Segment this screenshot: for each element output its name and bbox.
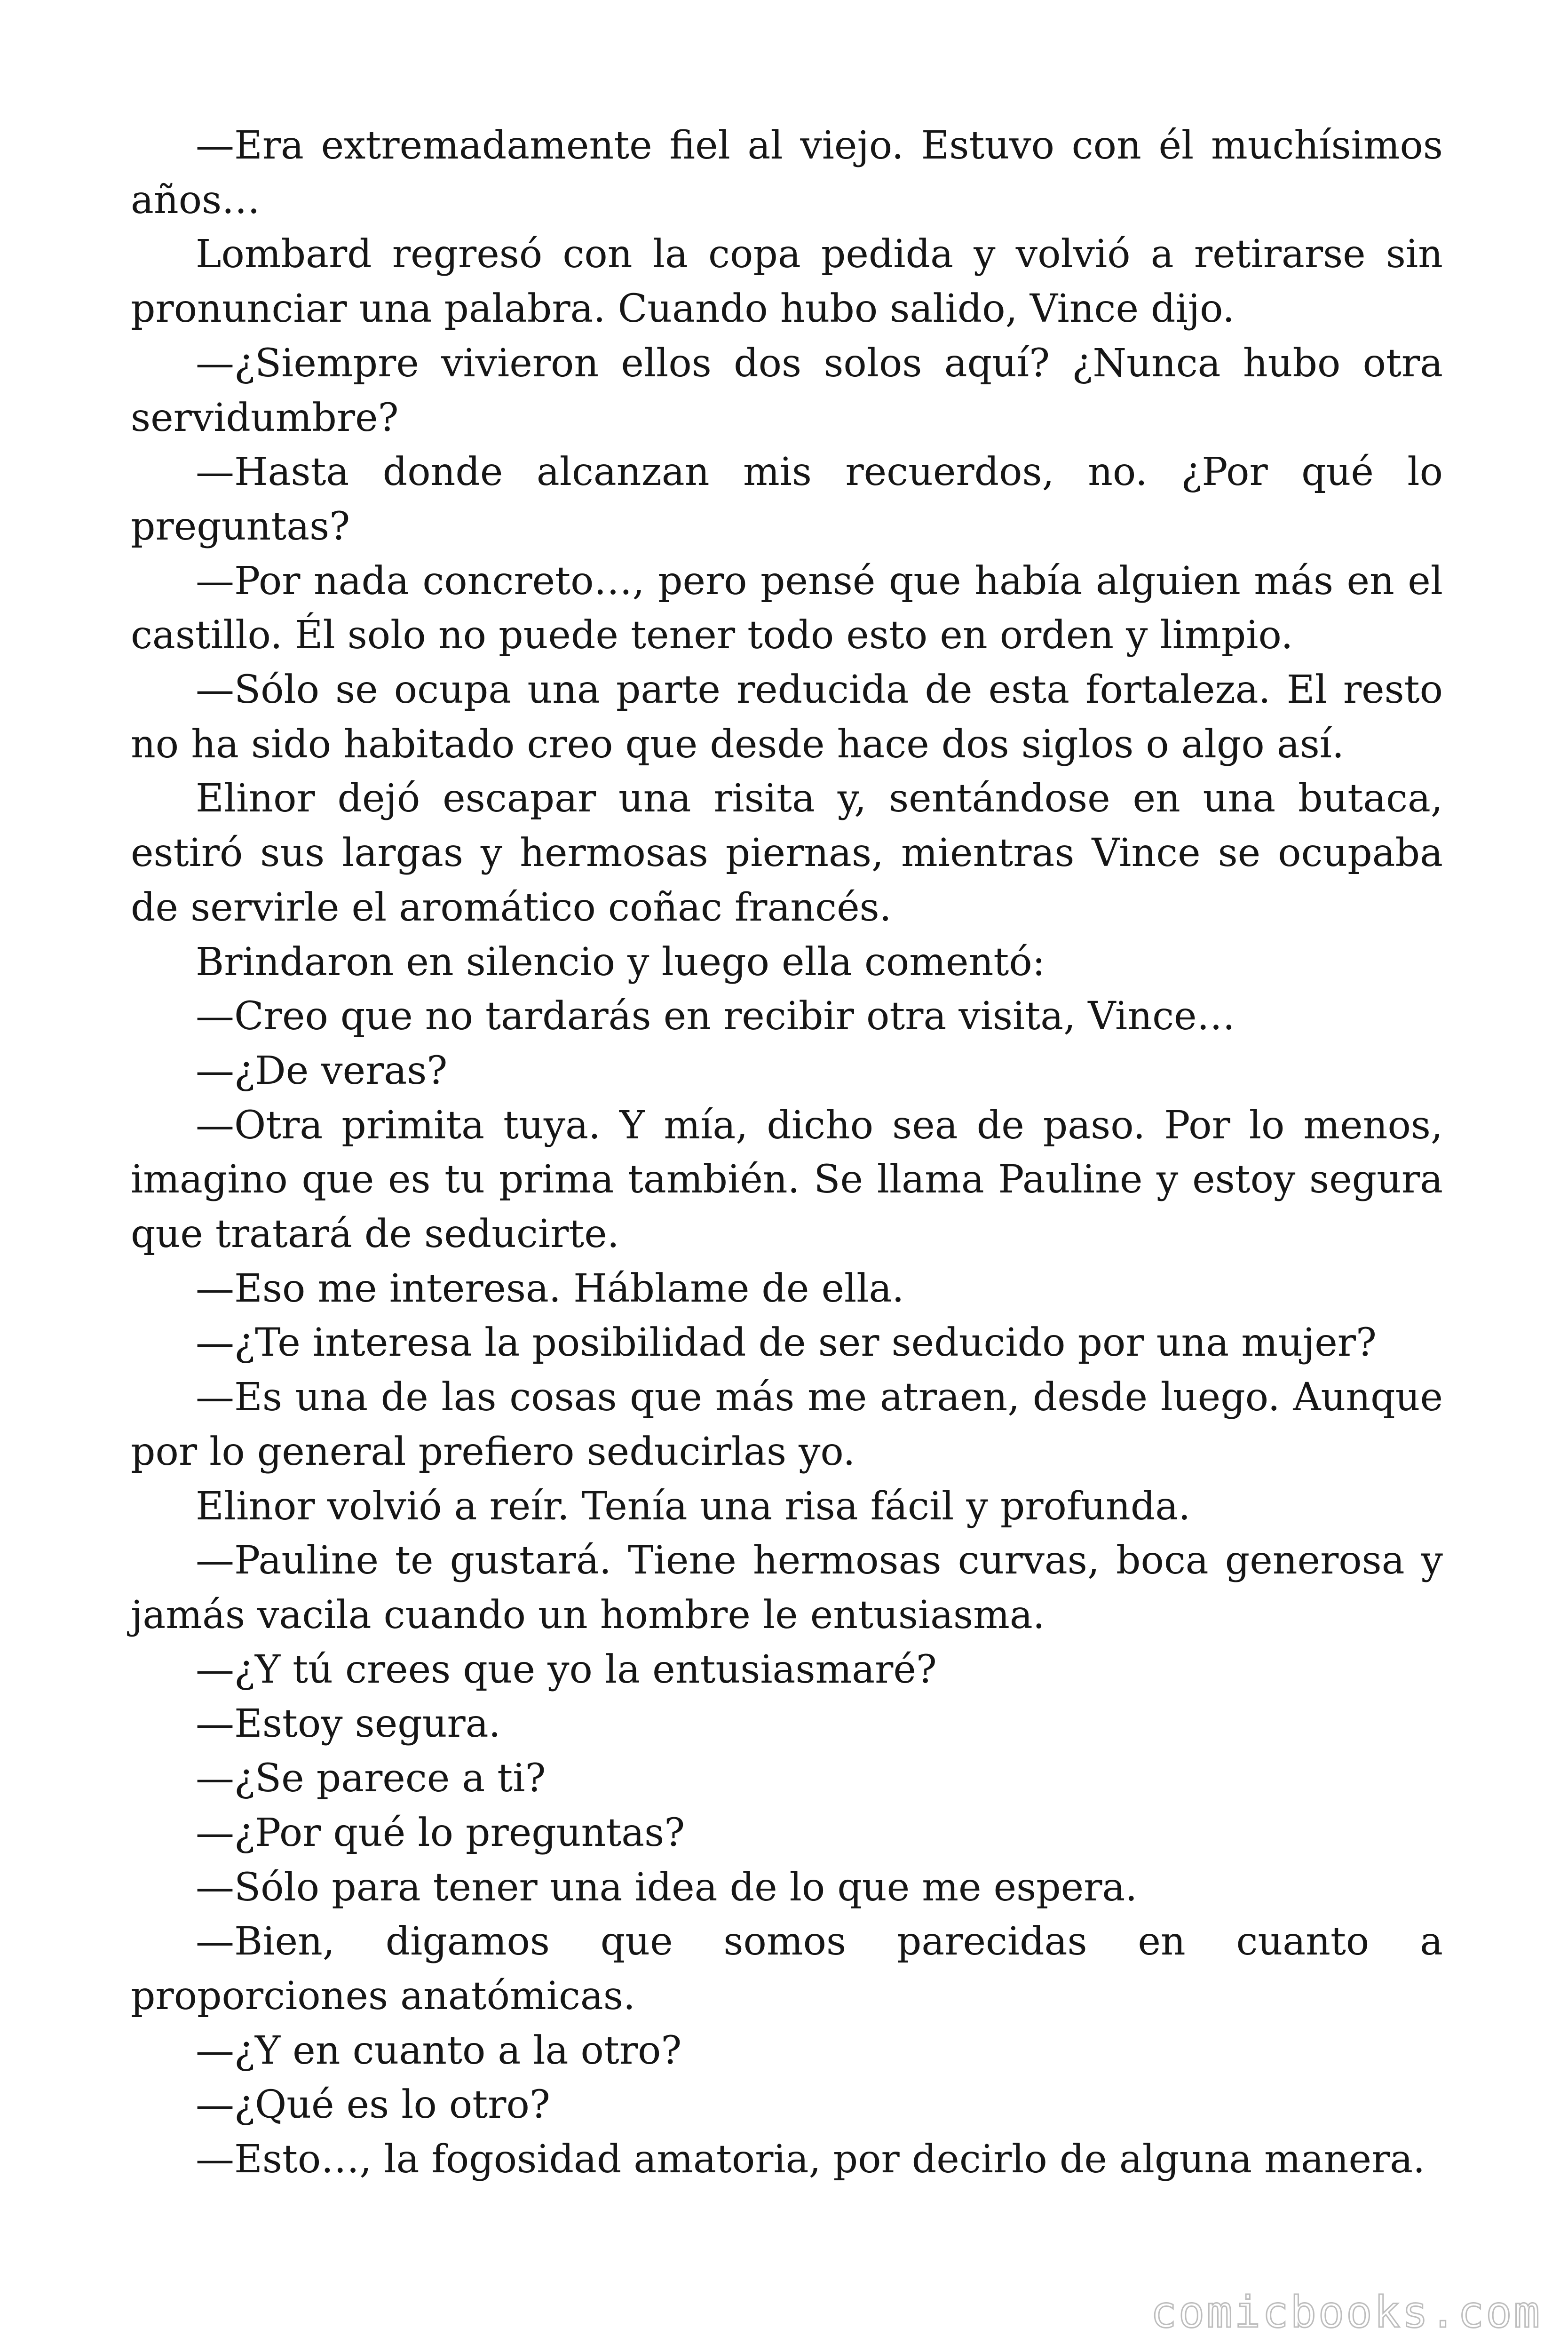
paragraph: —Pauline te gustará. Tiene hermosas curvas, boca generosa y jamás vacila cuando un hombre le entusiasma. <box>131 1538 1443 1637</box>
paragraph: —¿Y tú crees que yo la entusiasmaré? <box>196 1647 937 1692</box>
paragraph: —¿Se parece a ti? <box>196 1756 546 1801</box>
paragraph: —Otra primita tuya. Y mía, dicho sea de paso. Por lo menos, imagino que es tu prima también. Se llama Pauline y estoy segura que tratará de seducirte. <box>131 1103 1443 1257</box>
paragraph: —¿Qué es lo otro? <box>196 2082 550 2128</box>
paragraph: Brindaron en silencio y luego ella comentó: <box>196 939 1045 985</box>
watermark: comicbooks.com <box>1150 2287 1542 2337</box>
paragraph: —Sólo se ocupa una parte reducida de esta fortaleza. El resto no ha sido habitado creo que desde hace dos siglos o algo así. <box>131 667 1443 767</box>
paragraph: —Bien, digamos que somos parecidas en cuanto a proporciones anatómicas. <box>131 1919 1443 2018</box>
paragraph: —Era extremadamente fiel al viejo. Estuvo con él muchísimos años… <box>131 123 1443 222</box>
paragraph: —¿Siempre vivieron ellos dos solos aquí? ¿Nunca hubo otra servidumbre? <box>131 341 1443 440</box>
paragraph: —Estoy segura. <box>196 1701 501 1747</box>
paragraph: Elinor volvió a reír. Tenía una risa fácil y profunda. <box>196 1484 1191 1529</box>
paragraph: —¿Te interesa la posibilidad de ser seducido por una mujer? <box>196 1320 1377 1366</box>
paragraph: —Por nada concreto…, pero pensé que había alguien más en el castillo. Él solo no puede tener todo esto en orden y limpio. <box>131 558 1443 658</box>
paragraph: —¿Y en cuanto a la otro? <box>196 2028 682 2073</box>
paragraph: —¿De veras? <box>196 1048 448 1093</box>
body-text <box>131 119 1443 2187</box>
paragraph: Lombard regresó con la copa pedida y volvió a retirarse sin pronunciar una palabra. Cuando hubo salido, Vince dijo. <box>131 232 1443 332</box>
paragraph: —Sólo para tener una idea de lo que me espera. <box>196 1865 1138 1910</box>
paragraph: —Esto…, la fogosidad amatoria, por decirlo de alguna manera. <box>196 2137 1425 2182</box>
paragraph: —Es una de las cosas que más me atraen, desde luego. Aunque por lo general prefiero seducirlas yo. <box>131 1375 1443 1474</box>
paragraph: —Creo que no tardarás en recibir otra visita, Vince… <box>196 994 1235 1039</box>
paragraph: —Eso me interesa. Háblame de ella. <box>196 1266 904 1311</box>
paragraph: —¿Por qué lo preguntas? <box>196 1810 685 1855</box>
paragraph: Elinor dejó escapar una risita y, sentándose en una butaca, estiró sus largas y hermosas piernas, mientras Vince se ocupaba de servirle el aromático coñac francés. <box>131 776 1443 930</box>
paragraph: —Hasta donde alcanzan mis recuerdos, no. ¿Por qué lo preguntas? <box>131 450 1443 549</box>
